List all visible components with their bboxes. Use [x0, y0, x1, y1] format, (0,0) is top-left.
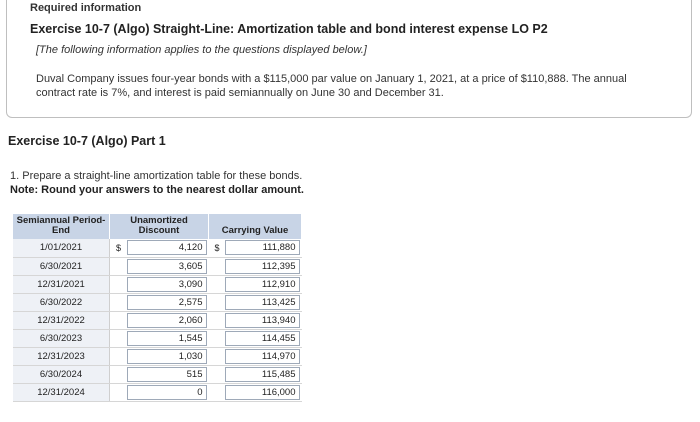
exercise-note: [The following information applies to the questions displayed below.]: [36, 44, 367, 56]
exercise-title: Exercise 10-7 (Algo) Straight-Line: Amortization table and bond interest expense LO P2: [30, 22, 548, 36]
part-title: Exercise 10-7 (Algo) Part 1: [8, 134, 166, 148]
unamortized-discount-input[interactable]: 2,060: [127, 313, 206, 328]
table-row: [13, 329, 302, 347]
currency-symbol: [110, 311, 126, 329]
table-row: [13, 257, 302, 275]
question-text: 1. Prepare a straight-line amortization table for these bonds.: [10, 170, 303, 182]
currency-symbol: [110, 365, 126, 383]
unamortized-discount-input[interactable]: 0: [127, 385, 206, 400]
carrying-value-input[interactable]: 114,970: [225, 349, 299, 364]
period-end-cell: 6/30/2024: [13, 365, 110, 383]
table-row: [13, 275, 302, 293]
unamortized-discount-input[interactable]: 1,545: [127, 331, 206, 346]
carrying-value-input[interactable]: 116,000: [225, 385, 299, 400]
exercise-description: Duval Company issues four-year bonds with a $115,000 par value on January 1, 2021, at a price of $110,888. The annual contract rate is 7%, and interest is paid semiannually on June 30 and December 31.: [36, 73, 627, 99]
unamortized-discount-input[interactable]: 515: [127, 367, 206, 382]
currency-symbol: [209, 347, 224, 365]
header-carrying: Carrying Value: [209, 214, 302, 239]
table-row: [13, 347, 302, 365]
amortization-table: [13, 214, 302, 402]
carrying-value-input[interactable]: 112,910: [225, 277, 299, 292]
required-information-panel: [6, 0, 692, 118]
currency-symbol: [110, 347, 126, 365]
carrying-value-input[interactable]: 111,880: [225, 240, 299, 255]
period-end-cell: 12/31/2024: [13, 383, 110, 401]
currency-symbol: [209, 257, 224, 275]
period-end-cell: 12/31/2022: [13, 311, 110, 329]
unamortized-discount-input[interactable]: 3,090: [127, 277, 206, 292]
currency-symbol: [209, 293, 224, 311]
period-end-cell: 6/30/2023: [13, 329, 110, 347]
table-header-row: [13, 214, 302, 239]
currency-symbol: $: [110, 239, 126, 257]
question-note: Note: Round your answers to the nearest dollar amount.: [10, 184, 304, 196]
header-discount: Unamortized Discount: [110, 214, 209, 239]
header-period: Semiannual Period-End: [13, 214, 110, 239]
currency-symbol: [110, 383, 126, 401]
unamortized-discount-input[interactable]: 2,575: [127, 295, 206, 310]
period-end-cell: 12/31/2021: [13, 275, 110, 293]
carrying-value-input[interactable]: 113,940: [225, 313, 299, 328]
carrying-value-input[interactable]: 113,425: [225, 295, 299, 310]
carrying-value-input[interactable]: 115,485: [225, 367, 299, 382]
period-end-cell: 6/30/2021: [13, 257, 110, 275]
table-row: [13, 239, 302, 257]
currency-symbol: [110, 329, 126, 347]
currency-symbol: [209, 329, 224, 347]
period-end-cell: 1/01/2021: [13, 239, 110, 257]
table-row: [13, 383, 302, 401]
carrying-value-input[interactable]: 112,395: [225, 259, 299, 274]
currency-symbol: [209, 383, 224, 401]
period-end-cell: 12/31/2023: [13, 347, 110, 365]
required-information-label: Required information: [30, 2, 142, 14]
table-row: [13, 365, 302, 383]
currency-symbol: [209, 275, 224, 293]
currency-symbol: $: [209, 239, 224, 257]
table-row: [13, 293, 302, 311]
currency-symbol: [209, 311, 224, 329]
currency-symbol: [110, 257, 126, 275]
unamortized-discount-input[interactable]: 1,030: [127, 349, 206, 364]
unamortized-discount-input[interactable]: 4,120: [127, 240, 206, 255]
unamortized-discount-input[interactable]: 3,605: [127, 259, 206, 274]
table-row: [13, 311, 302, 329]
currency-symbol: [110, 293, 126, 311]
carrying-value-input[interactable]: 114,455: [225, 331, 299, 346]
currency-symbol: [110, 275, 126, 293]
currency-symbol: [209, 365, 224, 383]
period-end-cell: 6/30/2022: [13, 293, 110, 311]
